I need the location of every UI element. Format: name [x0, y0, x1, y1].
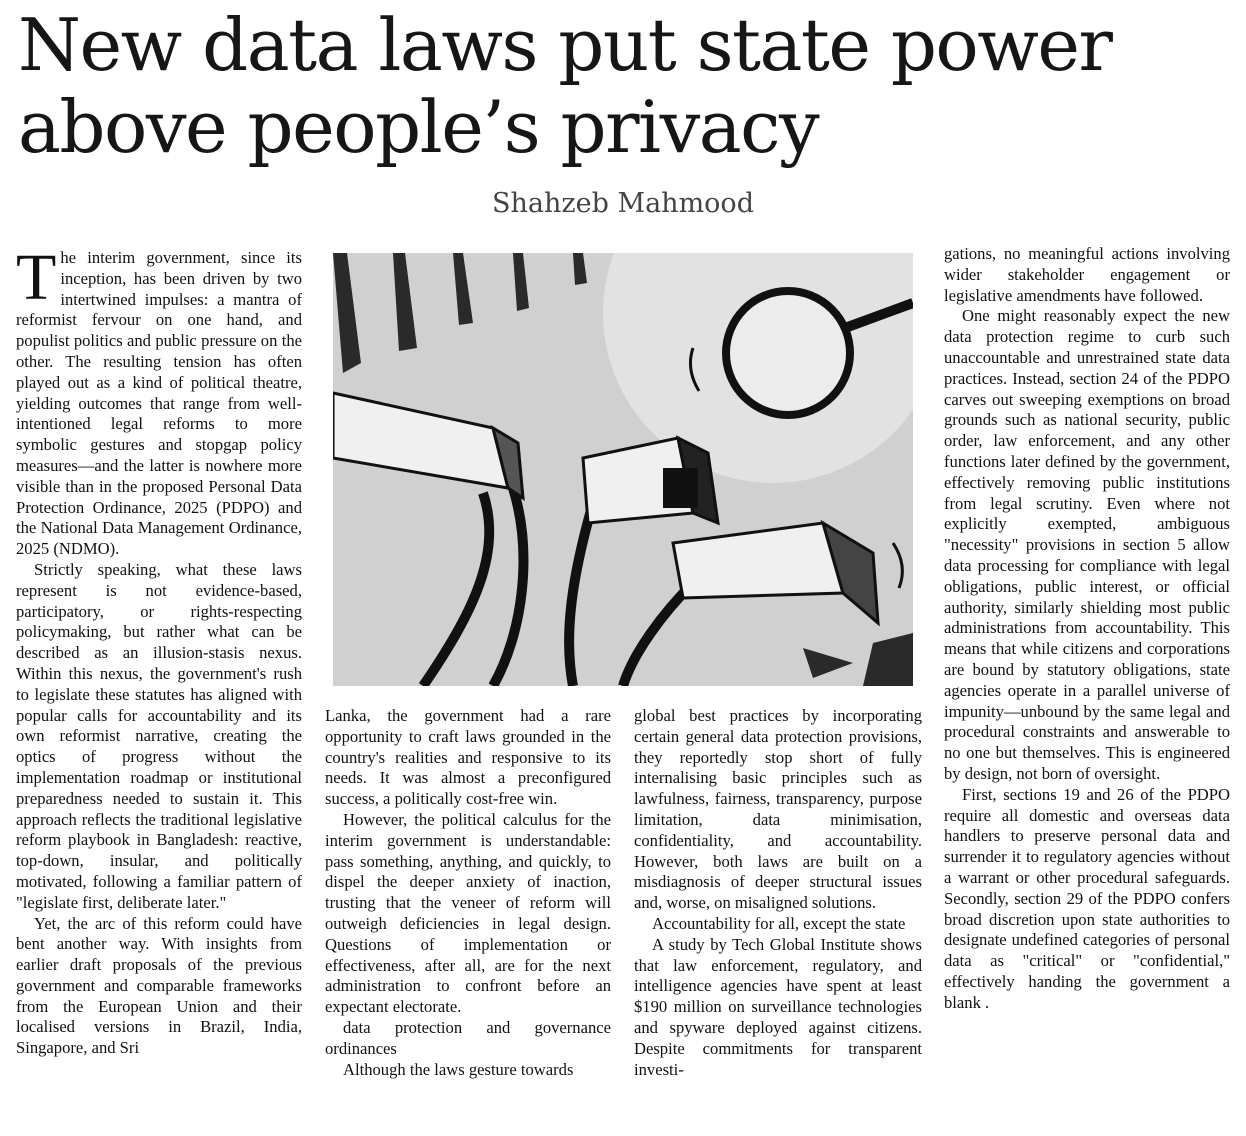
paragraph-text: he interim government, since its inception, has been driven by two intertwined impulses: a mantra of reformist fervour on one hand, and populist politics and public pressure on the other. The resulting tension has often played out as a kind of political theatre, yielding outcomes that range from well-intentioned legal reforms to more symbolic gestures and stopgap policy measures—and the latter is nowhere more visible than in the proposed Personal Data Protection Ordinance, 2025 (PDPO) and the National Data Management Ordinance, 2025 (NDMO).	[16, 248, 302, 559]
paragraph: One might reasonably expect the new data protection regime to curb such unaccountable and unrestrained state data practices. Instead, section 24 of the PDPO carves out sweeping exemptions on broad grounds such as national security, public order, law enforcement, and any other functions later defined by the government, effectively removing public institutions from legal scrutiny. Even where not explicitly exempted, ambiguous "necessity" provisions in section 5 allow data processing for compliance with legal obligations, public interest, or official authority, similarly shielding most public administrations from accountability. This means that while citizens and corporations are bound by statutory obligations, state agencies operate in a parallel universe of impunity—unbound by the same legal and procedural constraints and answerable to no one but themselves. This is engineered by design, not born of oversight.	[944, 306, 1230, 783]
article-column-2	[325, 706, 611, 1080]
subheading: Accountability for all, except the state	[652, 913, 906, 933]
paragraph: Although the laws gesture towards	[343, 1059, 574, 1079]
paragraph: data protection and governance ordinances	[325, 1017, 611, 1058]
paragraph: Yet, the arc of this reform could have bent another way. With insights from earlier draft proposals of the previous government and comparable frameworks from the European Union and their localised versions in Brazil, India, Singapore, and Sri	[16, 913, 302, 1058]
article-column-4	[944, 244, 1230, 1013]
drop-cap: T	[16, 241, 57, 314]
illustration-graphic	[333, 253, 913, 686]
article-column-1	[16, 241, 302, 1059]
paragraph	[16, 241, 302, 560]
surveillance-cameras-illustration	[333, 253, 913, 686]
paragraph: However, the political calculus for the interim government is understandable: pass something, anything, and quickly, to dispel the deeper anxiety of inaction, trusting that the veneer of reform will outweigh deficiencies in legal design. Questions of implementation or effectiveness, after all, are for the next administration to confront before an expectant electorate.	[325, 809, 611, 1017]
article-column-3	[634, 706, 922, 1080]
headline: New data laws put state power above people’s privacy	[18, 3, 1112, 169]
paragraph: global best practices by incorporating certain general data protection provisions, they reportedly stop short of fully internalising basic principles such as lawfulness, fairness, transparency, purpose limitation, data minimisation, confidentiality, and accountability. However, both laws are built on a misdiagnosis of deeper structural issues and, worse, on misaligned solutions.	[634, 706, 922, 913]
paragraph: Strictly speaking, what these laws represent is not evidence-based, participatory, or rights-respecting policymaking, but rather what can be described as an illusion-stasis nexus. Within this nexus, the government's rush to legislate these statutes has aligned with popular calls for accountability and its own reformist narrative, creating the optics of progress without the implementation roadmap or institutional preparedness needed to sustain it. This approach reflects the traditional legislative reform playbook in Bangladesh: reactive, top-down, insular, and politically motivated, following a familiar pattern of "legislate first, deliberate later."	[16, 559, 302, 912]
byline: Shahzeb Mahmood	[492, 188, 754, 219]
paragraph: A study by Tech Global Institute shows that law enforcement, regulatory, and intelligence agencies have spent at least $190 million on surveillance technologies and spyware deployed against citizens. Despite commitments for transparent investi-	[634, 934, 922, 1079]
paragraph: First, sections 19 and 26 of the PDPO require all domestic and overseas data handlers to preserve personal data and surrender it to regulatory agencies without a warrant or other procedural safeguards. Secondly, section 29 of the PDPO confers broad discretion upon state authorities to designate undefined categories of personal data as "critical" or "confidential," effectively handing the government a blank .	[944, 784, 1230, 1012]
paragraph: Lanka, the government had a rare opportunity to craft laws grounded in the country's realities and responsive to its needs. It was almost a preconfigured success, a politically cost-free win.	[325, 706, 611, 809]
paragraph: gations, no meaningful actions involving wider stakeholder engagement or legislative amendments have followed.	[944, 244, 1230, 305]
